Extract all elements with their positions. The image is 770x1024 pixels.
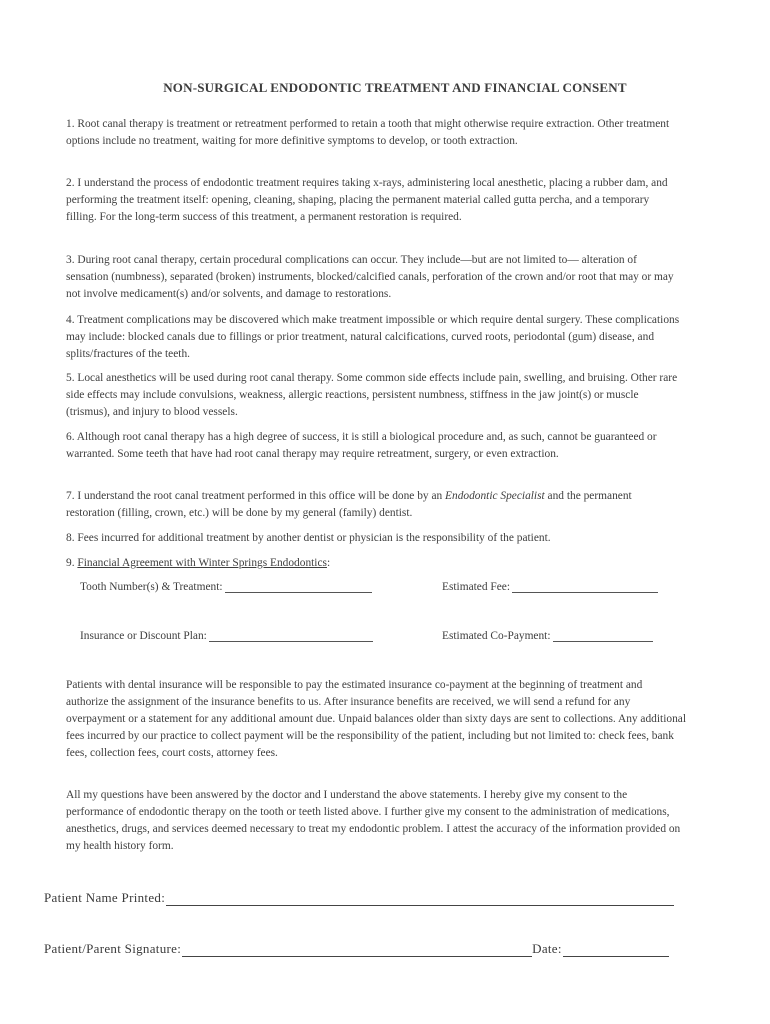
clause-9 <box>66 555 681 572</box>
insurance-plan-label: Insurance or Discount Plan: <box>80 630 207 642</box>
clause-9-number: 9. <box>66 557 78 569</box>
clause-6: 6. Although root canal therapy has a high degree of success, it is still a biological procedure and, as such, cannot be guaranteed or warranted. Some teeth that have had root canal therapy may require retreatment, surgery, or even extraction. <box>66 431 657 460</box>
patient-name-label: Patient Name Printed: <box>44 890 166 905</box>
insurance-plan-field <box>80 629 373 642</box>
financial-agreement-heading: Financial Agreement with Winter Springs Endodontics <box>77 557 327 569</box>
estimated-fee-label: Estimated Fee: <box>442 581 511 593</box>
date-label: Date: <box>532 941 562 956</box>
estimated-copay-input-line[interactable] <box>553 629 653 642</box>
patient-name-input-line[interactable] <box>166 892 674 906</box>
estimated-fee-input-line[interactable] <box>512 580 658 593</box>
clause-9-colon: : <box>326 557 331 569</box>
estimated-fee-field <box>442 580 658 593</box>
clause-3: 3. During root canal therapy, certain procedural complications can occur. They include—but are not limited to— alteration of sensation (numbness), separated (broken) instruments, blocked/calcified canals, perforation of the crown and/or root that may or may not involve medicament(s) and/or solvents, and damage to restorations. <box>66 254 674 300</box>
signature-label: Patient/Parent Signature: <box>44 941 182 956</box>
tooth-treatment-label: Tooth Number(s) & Treatment: <box>80 581 223 593</box>
financial-responsibility-text: Patients with dental insurance will be responsible to pay the estimated insurance co-payment at the beginning of treatment and authorize the assignment of the insurance benefits to us. After insurance benefits are received, we will send a refund for any overpayment or a statement for any additional amount due. Unpaid balances older than sixty days are sent to collections. Any additional fees incurred by our practice to collect payment will be the responsibility of the patient, including but not limited to: check fees, bank fees, collection fees, court costs, attorney fees. <box>66 679 686 759</box>
form-title: NON-SURGICAL ENDODONTIC TREATMENT AND FINANCIAL CONSENT <box>163 80 627 95</box>
clause-2: 2. I understand the process of endodontic treatment requires taking x-rays, administering local anesthetic, placing a rubber dam, and performing the treatment itself: opening, cleaning, shaping, placing the permanent material called gutta percha, and a temporary filling. For the long-term success of this treatment, a permanent restoration is required. <box>66 177 668 223</box>
clause-7-specialist: Endodontic Specialist <box>445 490 545 502</box>
patient-name-field <box>44 890 674 906</box>
estimated-copay-field <box>442 629 653 642</box>
clause-4: 4. Treatment complications may be discovered which make treatment impossible or which require dental surgery. These complications may include: blocked canals due to fillings or prior treatment, natural calcifications, curved roots, periodontal (gum) disease, and splits/fractures of the teeth. <box>66 314 680 360</box>
consent-statement-text: All my questions have been answered by the doctor and I understand the above statements. I hereby give my consent to the performance of endodontic therapy on the tooth or teeth listed above. I further give my consent to the administration of medications, anesthetics, drugs, and services deemed necessary to treat my endodontic problem. I attest the accuracy of the information provided on my health history form. <box>66 789 681 852</box>
estimated-copay-label: Estimated Co-Payment: <box>442 630 551 642</box>
clause-5: 5. Local anesthetics will be used during root canal therapy. Some common side effects include pain, swelling, and bruising. Other rare side effects may include convulsions, weakness, allergic reactions, persistent numbness, stiffness in the jaw joint(s) or muscle (trismus), and injury to blood vessels. <box>66 372 678 418</box>
clause-8: 8. Fees incurred for additional treatment by another dentist or physician is the responsibility of the patient. <box>66 532 551 544</box>
insurance-plan-input-line[interactable] <box>209 629 373 642</box>
tooth-treatment-input-line[interactable] <box>225 580 372 593</box>
signature-input-line[interactable] <box>182 943 532 957</box>
clause-7-text-a: 7. I understand the root canal treatment performed in this office will be done by an <box>66 490 446 502</box>
tooth-treatment-field <box>80 580 372 593</box>
clause-1: 1. Root canal therapy is treatment or retreatment performed to retain a tooth that might otherwise require extraction. Other treatment options include no treatment, waiting for more definitive symptoms to develop, or tooth extraction. <box>66 118 670 147</box>
signature-field <box>44 941 669 957</box>
clause-7 <box>66 488 681 522</box>
date-input-line[interactable] <box>563 943 669 957</box>
clause-7-text-b: and the permanent restoration (filling, crown, etc.) will be done by my general (family) dentist. <box>66 490 632 519</box>
